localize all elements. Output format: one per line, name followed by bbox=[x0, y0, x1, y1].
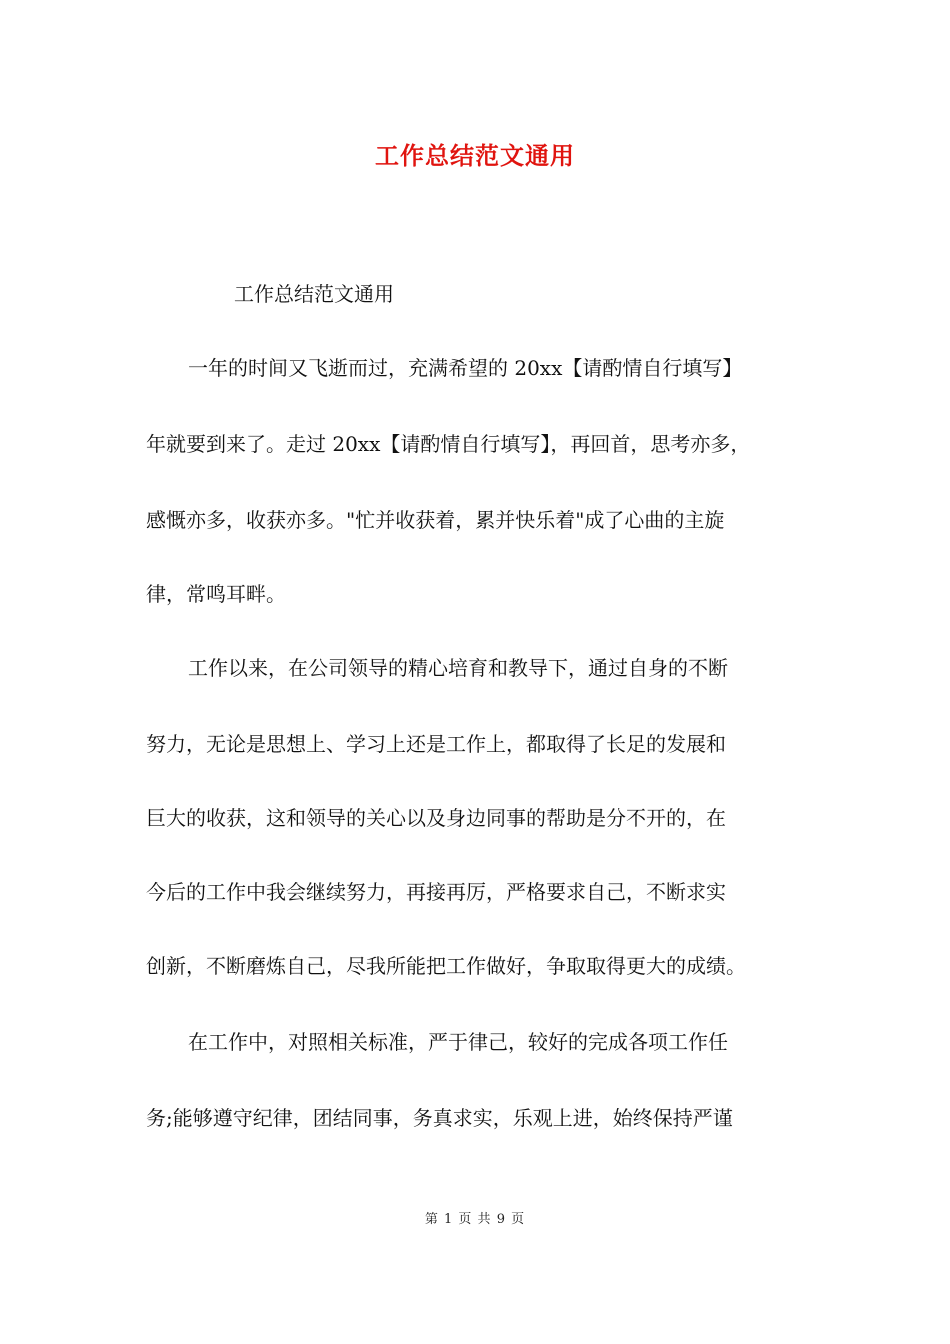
paragraph-line: 工作以来，在公司领导的精心培育和教导下，通过自身的不断 bbox=[188, 656, 728, 680]
paragraph-line: 一年的时间又飞逝而过，充满希望的 20xx【请酌情自行填写】 bbox=[188, 356, 743, 380]
paragraph-line: 务;能够遵守纪律，团结同事，务真求实，乐观上进，始终保持严谨 bbox=[146, 1106, 733, 1130]
document-subtitle: 工作总结范文通用 bbox=[234, 282, 394, 306]
paragraph-line: 努力，无论是思想上、学习上还是工作上，都取得了长足的发展和 bbox=[146, 732, 726, 756]
document-title: 工作总结范文通用 bbox=[375, 141, 575, 170]
page-number-footer: 第 1 页 共 9 页 bbox=[424, 1212, 526, 1227]
paragraph-line: 年就要到来了。走过 20xx【请酌情自行填写】，再回首，思考亦多， bbox=[146, 432, 751, 456]
paragraph-line: 在工作中，对照相关标准，严于律己，较好的完成各项工作任 bbox=[188, 1030, 728, 1054]
paragraph-line: 今后的工作中我会继续努力，再接再厉，严格要求自己，不断求实 bbox=[146, 880, 726, 904]
paragraph-line: 感慨亦多，收获亦多。"忙并收获着，累并快乐着"成了心曲的主旋 bbox=[146, 508, 725, 532]
paragraph-line: 创新，不断磨炼自己，尽我所能把工作做好，争取取得更大的成绩。 bbox=[146, 954, 746, 978]
paragraph-line: 律，常鸣耳畔。 bbox=[146, 582, 286, 606]
paragraph-line: 巨大的收获，这和领导的关心以及身边同事的帮助是分不开的，在 bbox=[146, 806, 726, 830]
